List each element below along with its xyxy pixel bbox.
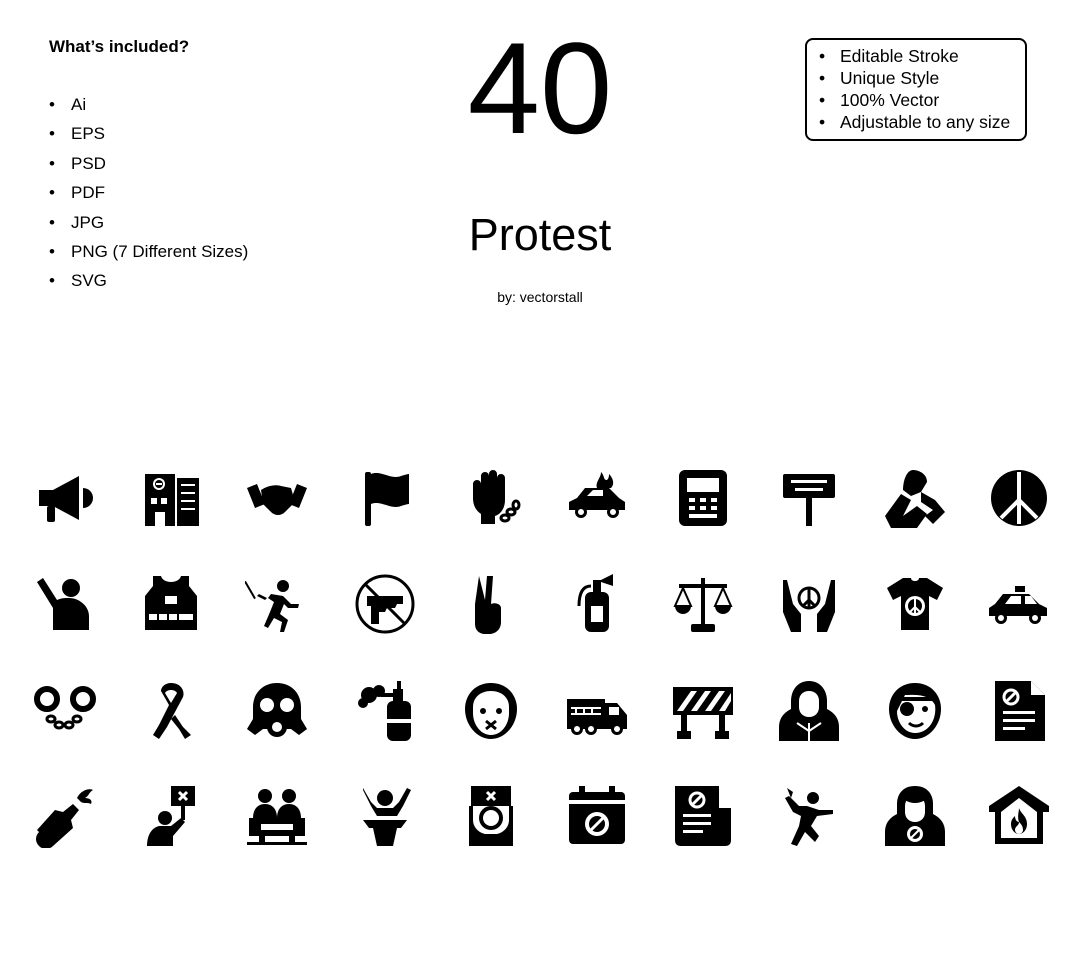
format-item: • PSD — [49, 153, 248, 182]
eye-patch-face-icon — [883, 679, 947, 743]
stone-thrower-icon — [777, 784, 841, 848]
silenced-face-icon — [459, 679, 523, 743]
handcuffs-icon — [33, 679, 97, 743]
included-title: What’s included? — [49, 37, 190, 56]
victory-hand-icon — [459, 572, 523, 636]
no-entry-building-icon — [139, 466, 203, 530]
format-item: • Ai — [49, 94, 248, 123]
format-label: SVG — [71, 271, 107, 291]
fire-extinguisher-icon — [565, 572, 629, 636]
feature-item: • Editable Stroke — [819, 46, 959, 66]
features-box — [805, 38, 1027, 141]
arm-wrestling-icon — [883, 466, 947, 530]
raised-hand-person-icon — [33, 572, 97, 636]
feature-label: Unique Style — [840, 68, 940, 88]
molotov-cocktail-icon — [33, 784, 97, 848]
running-protester-icon — [245, 572, 309, 636]
banned-document-icon — [987, 679, 1051, 743]
censored-person-icon — [459, 784, 523, 848]
podium-speaker-icon — [353, 784, 417, 848]
cancelled-event-icon — [565, 784, 629, 848]
house-fire-icon — [987, 784, 1051, 848]
icon-count: 40 — [467, 15, 613, 161]
feature-item: • Unique Style — [819, 68, 940, 88]
justice-scale-icon — [671, 572, 735, 636]
handshake-icon — [245, 466, 309, 530]
burning-car-icon — [565, 466, 629, 530]
megaphone-icon — [33, 466, 97, 530]
feature-item: • 100% Vector — [819, 90, 940, 110]
protective-vest-icon — [139, 572, 203, 636]
format-item: • JPG — [49, 212, 248, 241]
format-label: PDF — [71, 183, 105, 203]
flag-icon — [353, 466, 417, 530]
format-item: • PDF — [49, 182, 248, 211]
hands-peace-icon — [777, 572, 841, 636]
format-label: PNG (7 Different Sizes) — [71, 241, 249, 261]
peace-tshirt-icon — [883, 572, 947, 636]
protest-sign-person-icon — [139, 784, 203, 848]
fire-truck-icon — [565, 679, 629, 743]
banned-woman-icon — [883, 784, 947, 848]
format-label: EPS — [71, 124, 106, 144]
format-item: • PNG (7 Different Sizes) — [49, 241, 248, 270]
author-credit: by: vectorstall — [497, 289, 583, 305]
pepper-spray-icon — [353, 679, 417, 743]
format-label: JPG — [71, 212, 105, 232]
format-item: • EPS — [49, 123, 248, 152]
chained-fist-icon — [459, 466, 523, 530]
feature-label: 100% Vector — [840, 90, 940, 110]
road-barrier-icon — [671, 679, 735, 743]
feature-label: Editable Stroke — [840, 46, 959, 66]
format-label: PSD — [71, 153, 106, 173]
press-conference-icon — [245, 784, 309, 848]
peace-symbol-icon — [987, 466, 1051, 530]
feature-item: • Adjustable to any size — [819, 112, 1011, 132]
banned-newspaper-icon — [671, 784, 735, 848]
format-item: • SVG — [49, 270, 248, 299]
hooded-person-icon — [777, 679, 841, 743]
signboard-icon — [777, 466, 841, 530]
awareness-ribbon-icon — [139, 679, 203, 743]
format-label: Ai — [71, 95, 87, 114]
gas-mask-icon — [245, 679, 309, 743]
payment-terminal-icon — [671, 466, 735, 530]
no-guns-icon — [353, 572, 417, 636]
feature-label: Adjustable to any size — [840, 112, 1011, 132]
police-car-icon — [987, 572, 1051, 636]
set-title: Protest — [468, 209, 612, 260]
